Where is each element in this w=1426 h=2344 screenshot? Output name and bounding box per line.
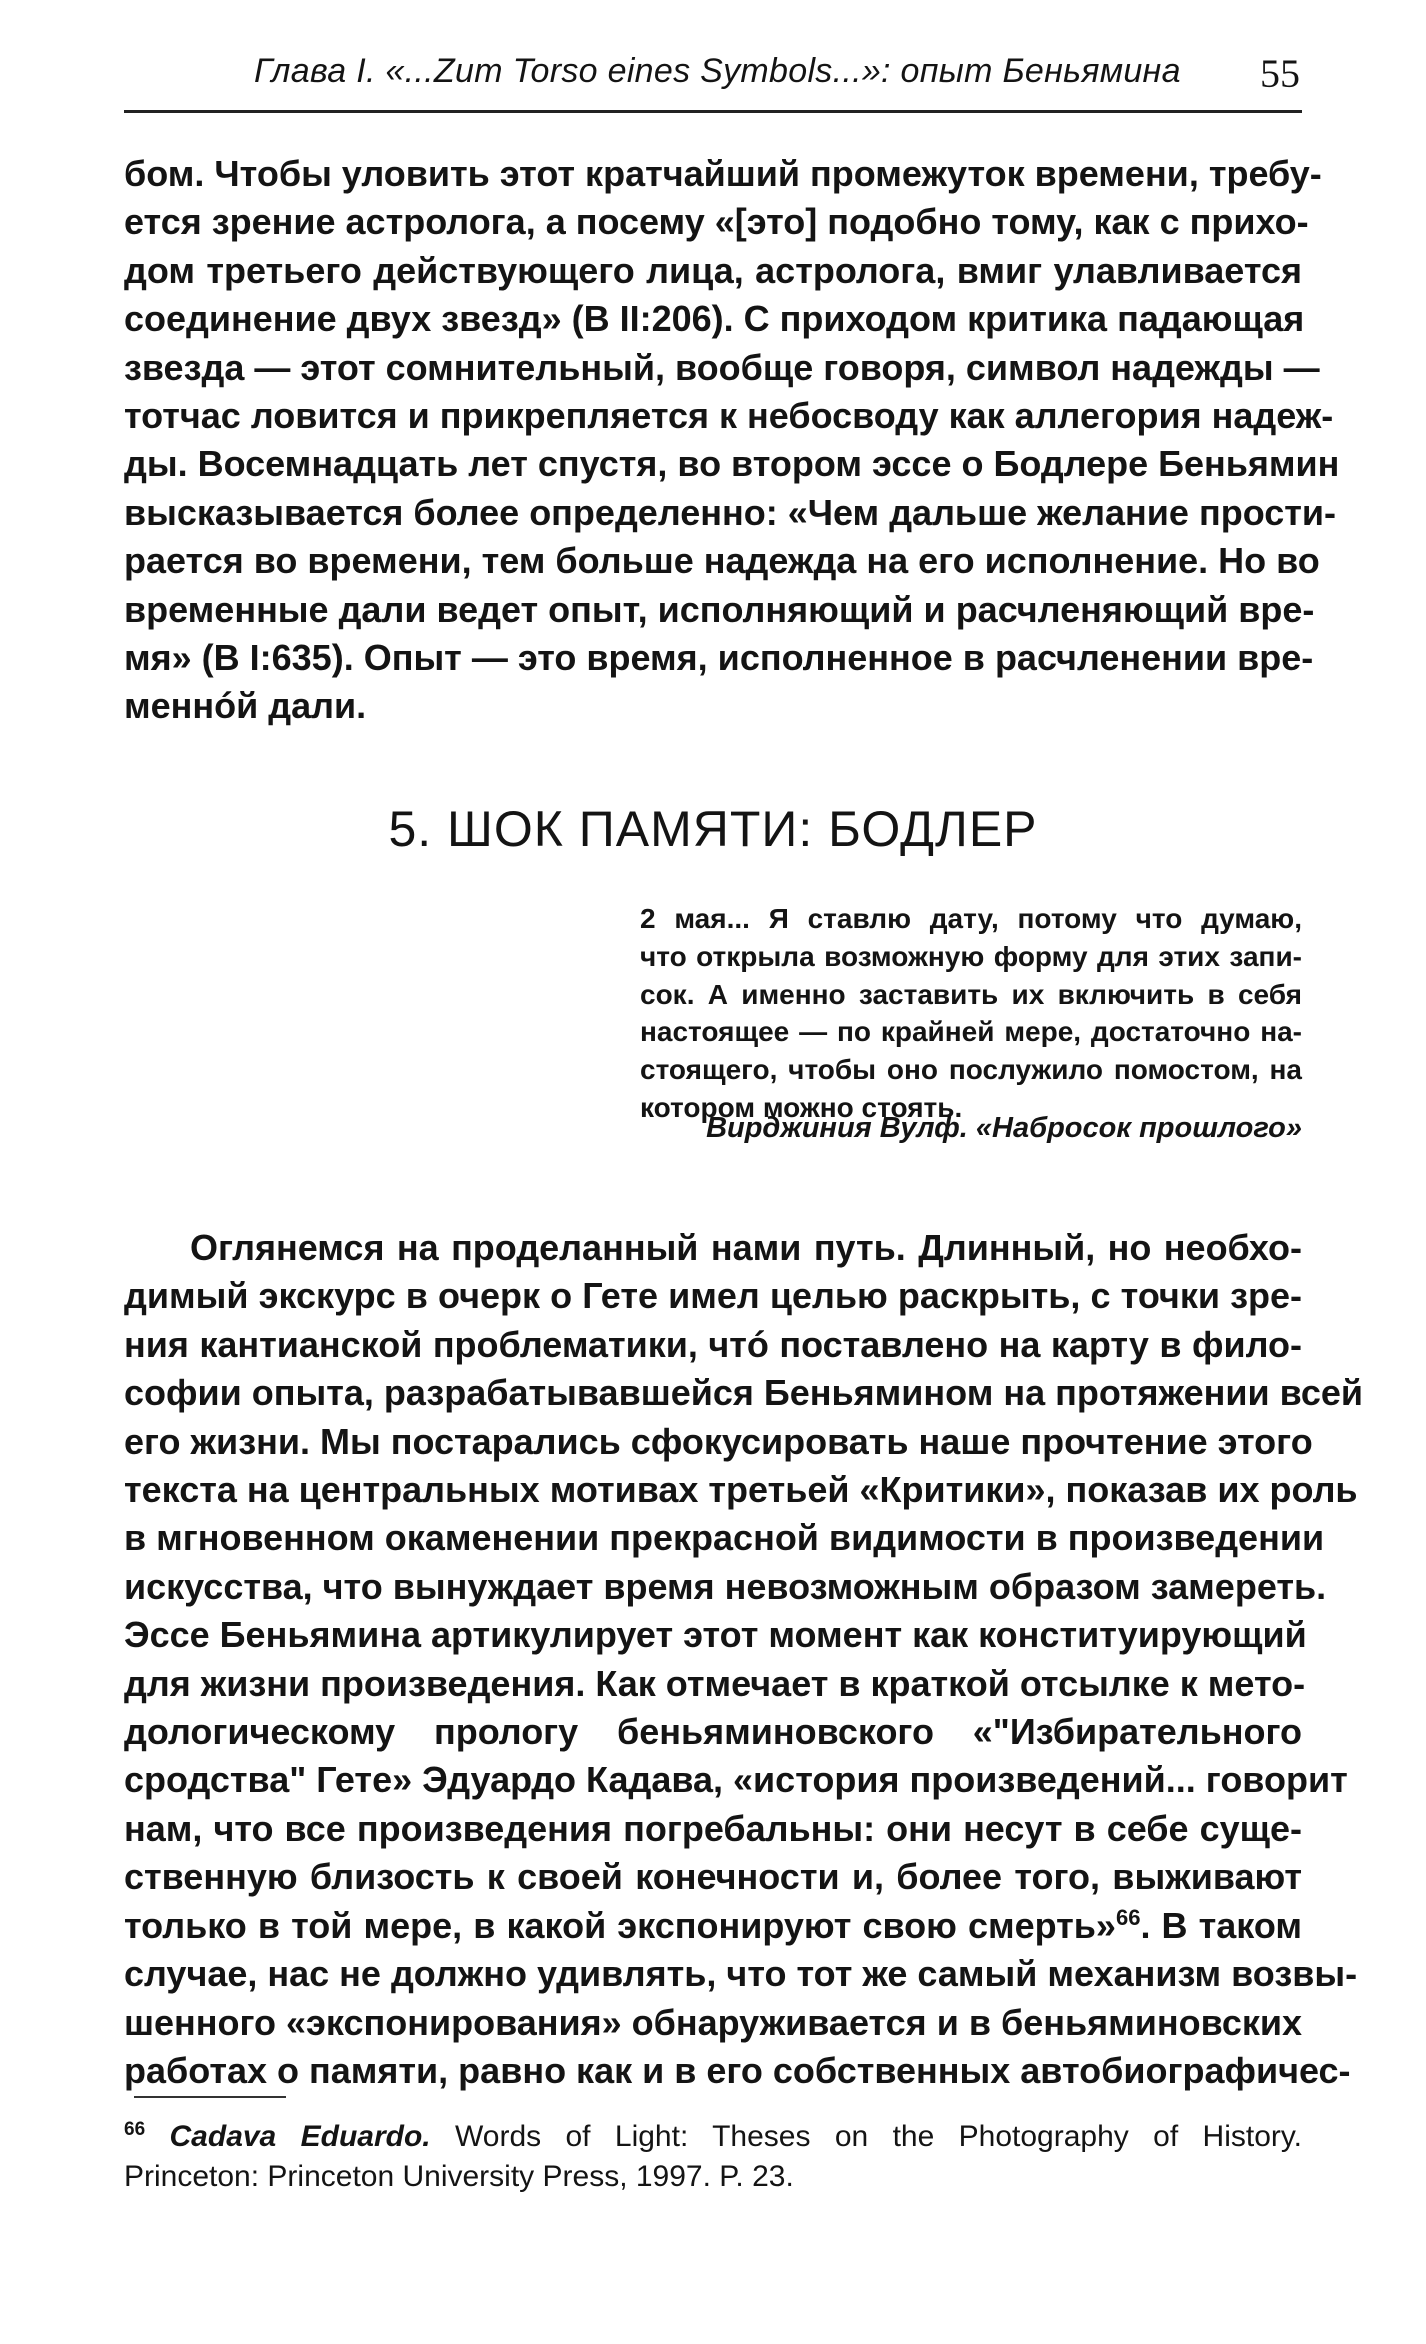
text-line: сродства" Гете» Эдуардо Кадава, «история произведений... говорит [124, 1759, 1348, 1801]
text-line: шенного «экспонирования» обнаруживается и в беньяминовских [124, 2001, 1303, 2043]
text-line: в мгновенном окаменении прекрасной видимости в произведении [124, 1517, 1325, 1559]
text-line: искусства, что вынуждает время невозможным образом замереть. [124, 1565, 1327, 1607]
footnote-line: Princeton: Princeton University Press, 1997. P. 23. [124, 2160, 794, 2193]
text-line: временные дали ведет опыт, исполняющий и расчленяющий вре- [124, 588, 1315, 630]
section-heading: 5. ШОК ПАМЯТИ: БОДЛЕР [388, 801, 1038, 857]
text-line: ется зрение астролога, а посему «[это] подобно тому, как с прихо- [124, 201, 1309, 243]
text-line: рается во времени, тем больше надежда на его исполнение. Но во [124, 540, 1320, 582]
footnote-line [124, 2110, 1302, 2157]
epigraph-line: 2 мая... Я ставлю дату, потому что думаю, [640, 903, 1302, 934]
text-line: бом. Чтобы уловить этот кратчайший промежуток времени, требу- [124, 153, 1322, 194]
text-line: дологическому прологу беньяминовского «"Избирательного [124, 1711, 1302, 1753]
text-line: случае, нас не должно удивлять, что тот же самый механизм возвы- [124, 1953, 1358, 1995]
page-number: 55 [1260, 51, 1300, 96]
running-header [124, 50, 1302, 113]
text-segment: . В таком [1140, 1904, 1302, 1946]
text-line: Оглянемся на проделанный нами путь. Длинный, но необхо- [190, 1227, 1302, 1268]
epigraph-line: сок. А именно заставить их включить в себя [640, 978, 1302, 1010]
text-line: тотчас ловится и прикрепляется к небосводу как аллегория надеж- [124, 395, 1334, 437]
paragraph-continued [124, 150, 1340, 731]
text-line: звезда — этот сомнительный, вообще говоря, символ надежды — [124, 346, 1320, 388]
text-line: соединение двух звезд» (В II:206). С приходом критика падающая [124, 298, 1305, 340]
running-title: Глава I. «...Zum Torso eines Symbols...»: опыт Беньямина [254, 52, 1181, 90]
text-segment: только в той мере, в какой экспонируют свою смерть» [124, 1904, 1116, 1946]
text-line: ственную близость к своей конечности и, более того, выживают [124, 1856, 1302, 1898]
text-line: нам, что все произведения погребальны: они несут в себе суще- [124, 1807, 1302, 1849]
epigraph [640, 900, 1302, 1127]
text-line: высказывается более определенно: «Чем дальше желание прости- [124, 491, 1336, 533]
epigraph-attribution: Вирджиния Вулф. «Набросок прошлого» [706, 1112, 1302, 1144]
epigraph-line: настоящее — по крайней мере, достаточно на- [640, 1016, 1302, 1048]
footnote-marker: 66 [124, 2119, 146, 2140]
footnote-divider [134, 2096, 286, 2098]
footnote-title: Words of Light: Theses on the Photography of History. [430, 2120, 1302, 2153]
text-line-with-note [124, 1902, 1302, 1950]
text-line: ния кантианской проблематики, чтó поставлено на карту в фило- [124, 1323, 1302, 1365]
text-line: для жизни произведения. Как отмечает в краткой отсылке к мето- [124, 1662, 1306, 1704]
text-line: ды. Восемнадцать лет спустя, во втором эссе о Бодлере Беньямин [124, 443, 1340, 485]
text-line: дом третьего действующего лица, астролога, вмиг улавливается [124, 249, 1302, 291]
epigraph-line: что открыла возможную форму для этих запи- [640, 940, 1302, 972]
paragraph-main [124, 1224, 1364, 2095]
text-line: его жизни. Мы постарались сфокусировать наше прочтение этого [124, 1420, 1313, 1462]
text-line: димый экскурс в очерк о Гете имел целью раскрыть, с точки зре- [124, 1275, 1302, 1317]
footnote [124, 2110, 1302, 2197]
text-line: меннóй дали. [124, 685, 367, 727]
text-line: Эссе Беньямина артикулирует этот момент как конституирующий [124, 1614, 1307, 1656]
footnote-author: Cadava Eduardo. [169, 2120, 431, 2153]
text-line: софии опыта, разрабатывавшейся Беньямином на протяжении всей [124, 1372, 1364, 1414]
text-line: текста на центральных мотивах третьей «Критики», показав их роль [124, 1469, 1358, 1511]
epigraph-line: котором можно стоять. [640, 1091, 963, 1123]
text-line: работах о памяти, равно как и в его собственных автобиографичес- [124, 2049, 1351, 2091]
epigraph-line: стоящего, чтобы оно послужило помостом, на [640, 1054, 1302, 1086]
footnote-reference[interactable]: 66 [1115, 1904, 1141, 1930]
text-line: мя» (В I:635). Опыт — это время, исполненное в расчленении вре- [124, 637, 1314, 679]
